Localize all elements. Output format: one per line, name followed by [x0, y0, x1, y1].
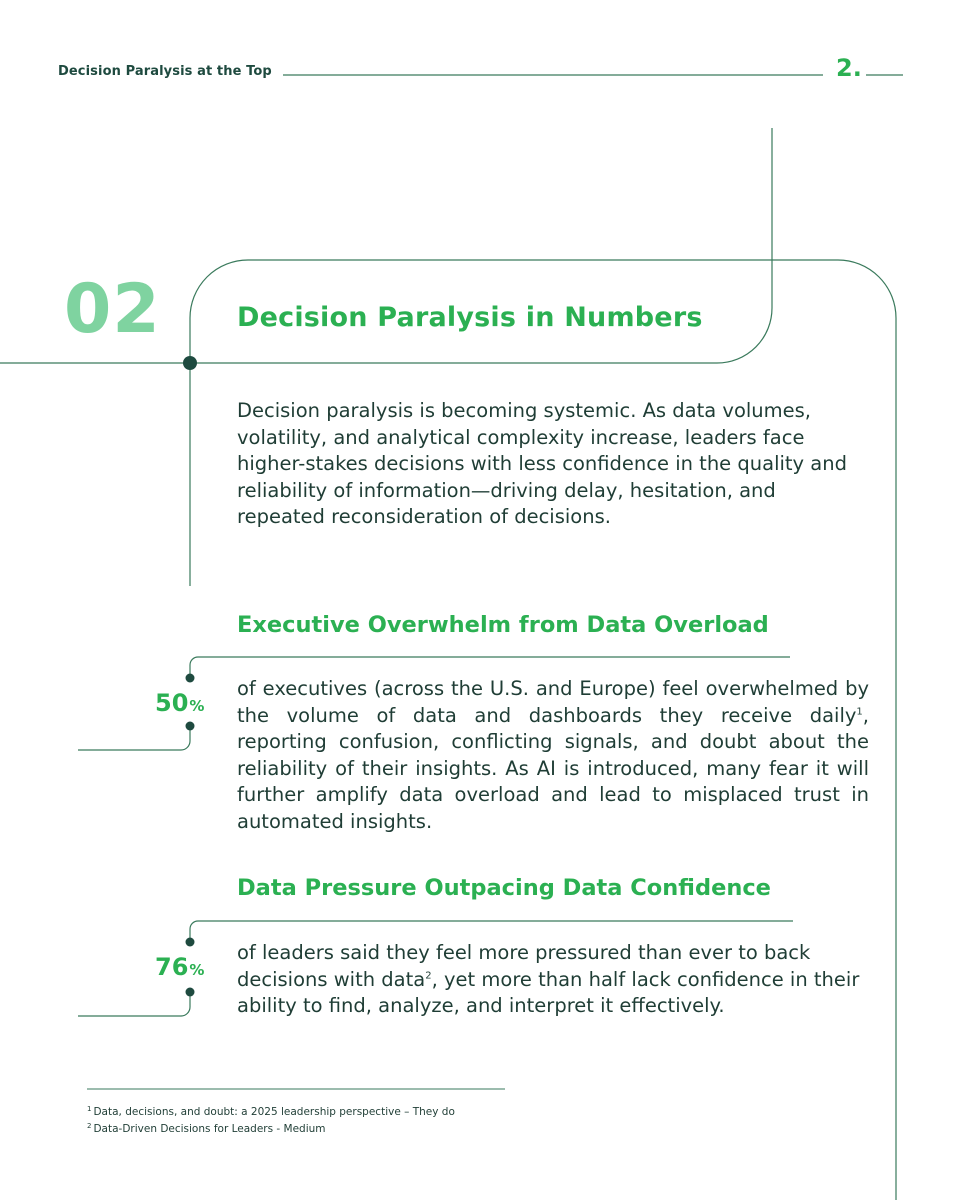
footnote-ref-2: 2 [425, 970, 432, 981]
stat-unit-1: % [189, 697, 205, 715]
stat-2-dot-top [186, 938, 195, 947]
stat-bracket-1-top [190, 657, 790, 678]
stat-bracket-2-bottom [78, 992, 190, 1016]
stat-bracket-2-top [190, 921, 793, 942]
footnote-ref-1: 1 [856, 706, 863, 717]
stat-number-1: 50 [155, 689, 189, 717]
section-intro: Decision paralysis is becoming systemic. As data volumes, volatility, and analytical complexity increase, leaders face higher-stakes decisions with less confidence in the quality and reliability of information—driving delay, hesitation, and repeated reconsideration of decisions. [237, 399, 847, 528]
stat-bracket-1-bottom [78, 726, 190, 750]
footnote-2 [87, 1123, 455, 1135]
footnote-1 [87, 1106, 455, 1118]
stat-text-2 [237, 940, 869, 1020]
section-node-dot [183, 356, 197, 370]
footnotes [87, 1106, 455, 1140]
stat-heading-2: Data Pressure Outpacing Data Confidence [237, 875, 771, 901]
stat-heading-1: Executive Overwhelm from Data Overload [237, 612, 769, 638]
footnote-marker-2: 2 [87, 1121, 92, 1130]
stat-number-2: 76 [155, 953, 189, 981]
stat-text-2-rest: , yet more than half lack confidence in their ability to find, analyze, and interpret it effectively. [237, 967, 860, 1017]
section-number: 02 [64, 270, 161, 349]
stat-value-2 [155, 953, 204, 981]
stat-value-1 [155, 689, 204, 717]
stat-text-2-main: of leaders said they feel more pressured than ever to back decisions with data [237, 941, 811, 991]
stat-2-dot-bottom [186, 988, 195, 997]
page-number: 2. [836, 54, 862, 82]
stat-text-1-rest: , reporting confusion, conflicting signals, and doubt about the reliability of their insights. As AI is introduced, many fear it will further amplify data overload and lead to misplaced trust in automated insights. [237, 703, 869, 833]
footnote-text-2: Data-Driven Decisions for Leaders - Medium [93, 1123, 326, 1135]
footnote-marker-1: 1 [87, 1104, 92, 1113]
stat-unit-2: % [189, 961, 205, 979]
header-title: Decision Paralysis at the Top [58, 64, 272, 79]
stat-1-dot-bottom [186, 722, 195, 731]
section-title: Decision Paralysis in Numbers [237, 302, 703, 333]
stat-text-1 [237, 676, 869, 835]
stat-1-dot-top [186, 674, 195, 683]
footnote-text-1: Data, decisions, and doubt: a 2025 leadership perspective – They do [93, 1106, 455, 1118]
stat-text-1-main: of executives (across the U.S. and Europe) feel overwhelmed by the volume of data and dashboards they receive daily [237, 677, 869, 727]
